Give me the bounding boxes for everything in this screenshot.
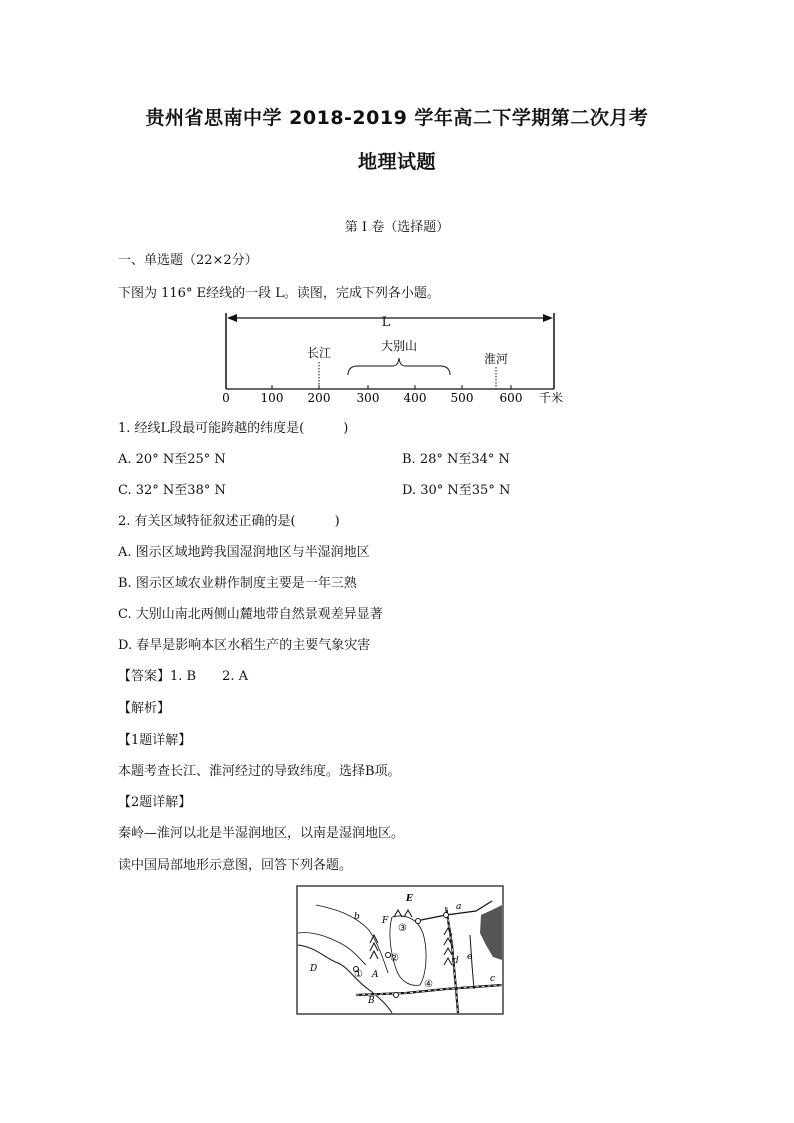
dabieshan-brace: [348, 358, 450, 375]
map-label-D: D: [310, 964, 318, 974]
map-label-2: ②: [390, 953, 399, 964]
meridian-scale-diagram: [215, 305, 575, 405]
map-label-e: e: [467, 952, 473, 962]
q1-stem: 1. 经线L段最可能跨越的纬度是( ): [118, 421, 349, 436]
q2-option-b: B. 图示区域农业耕作制度主要是一年三熟: [118, 576, 357, 591]
terrain-sketch-map: [296, 885, 504, 1015]
detail-2-heading: 【2题详解】: [118, 795, 192, 810]
map-label-A: A: [372, 970, 379, 980]
map-label-c: c: [490, 974, 496, 984]
q1-option-c: C. 32° N至38° N: [118, 483, 226, 498]
tick-label-600: 600: [499, 391, 523, 405]
q1-option-a: A. 20° N至25° N: [118, 452, 226, 467]
tick-label-0: 0: [222, 391, 230, 405]
question-intro-2: 读中国局部地形示意图，回答下列各题。: [118, 858, 353, 873]
map-label-4: ④: [424, 979, 433, 990]
map-label-3: ③: [398, 923, 407, 934]
answer-line: 【答案】1. B 2. A: [118, 669, 249, 684]
city-dot: [394, 993, 399, 998]
label-dabieshan: 大别山: [380, 339, 418, 353]
label-huaihe: 淮河: [483, 352, 509, 366]
tick-label-500: 500: [450, 391, 474, 405]
city-dot: [444, 913, 449, 918]
label-changjiang: 长江: [306, 346, 332, 360]
map-label-1: ①: [354, 969, 363, 980]
tick-label-400: 400: [403, 391, 427, 405]
tick-label-100: 100: [260, 391, 284, 405]
question-intro: 下图为 116° E经线的一段 L。读图，完成下列各小题。: [118, 286, 440, 301]
unit-label: 千米: [538, 391, 564, 405]
title-line-2: 地理试题: [357, 151, 436, 173]
section-heading: 第 I 卷（选择题）: [344, 220, 450, 235]
detail-1-text: 本题考查长江、淮河经过的导致纬度。选择B项。: [118, 764, 401, 779]
q2-option-c: C. 大别山南北两侧山麓地带自然景观差异显著: [118, 607, 383, 622]
span-arrow-left: [227, 314, 237, 322]
analysis-heading: 【解析】: [118, 701, 171, 716]
q2-stem: 2. 有关区域特征叙述正确的是( ): [118, 514, 340, 529]
q2-option-a: A. 图示区域地跨我国湿润地区与半湿润地区: [118, 545, 370, 560]
map-label-d: d: [453, 956, 459, 966]
city-dot: [416, 919, 421, 924]
map-label-B: B: [368, 996, 375, 1006]
map-label-b: b: [354, 912, 360, 922]
q1-option-d: D. 30° N至35° N: [402, 483, 511, 498]
tick-label-300: 300: [356, 391, 380, 405]
map-label-F: F: [382, 916, 389, 926]
q2-option-d: D. 春旱是影响本区水稻生产的主要气象灾害: [118, 638, 371, 653]
detail-2-text: 秦岭—淮河以北是半湿润地区，以南是湿润地区。: [118, 826, 405, 841]
span-label: L: [381, 315, 391, 330]
span-arrow-right: [543, 314, 553, 322]
detail-1-heading: 【1题详解】: [118, 733, 192, 748]
q1-option-b: B. 28° N至34° N: [402, 452, 510, 467]
map-label-E: E: [406, 894, 413, 904]
map-label-a: a: [456, 902, 462, 912]
part-heading: 一、单选题（22×2分）: [118, 253, 258, 268]
tick-label-200: 200: [307, 391, 331, 405]
title-line-1: 贵州省思南中学 2018-2019 学年高二下学期第二次月考: [145, 107, 649, 129]
map-frame: [297, 886, 503, 1014]
